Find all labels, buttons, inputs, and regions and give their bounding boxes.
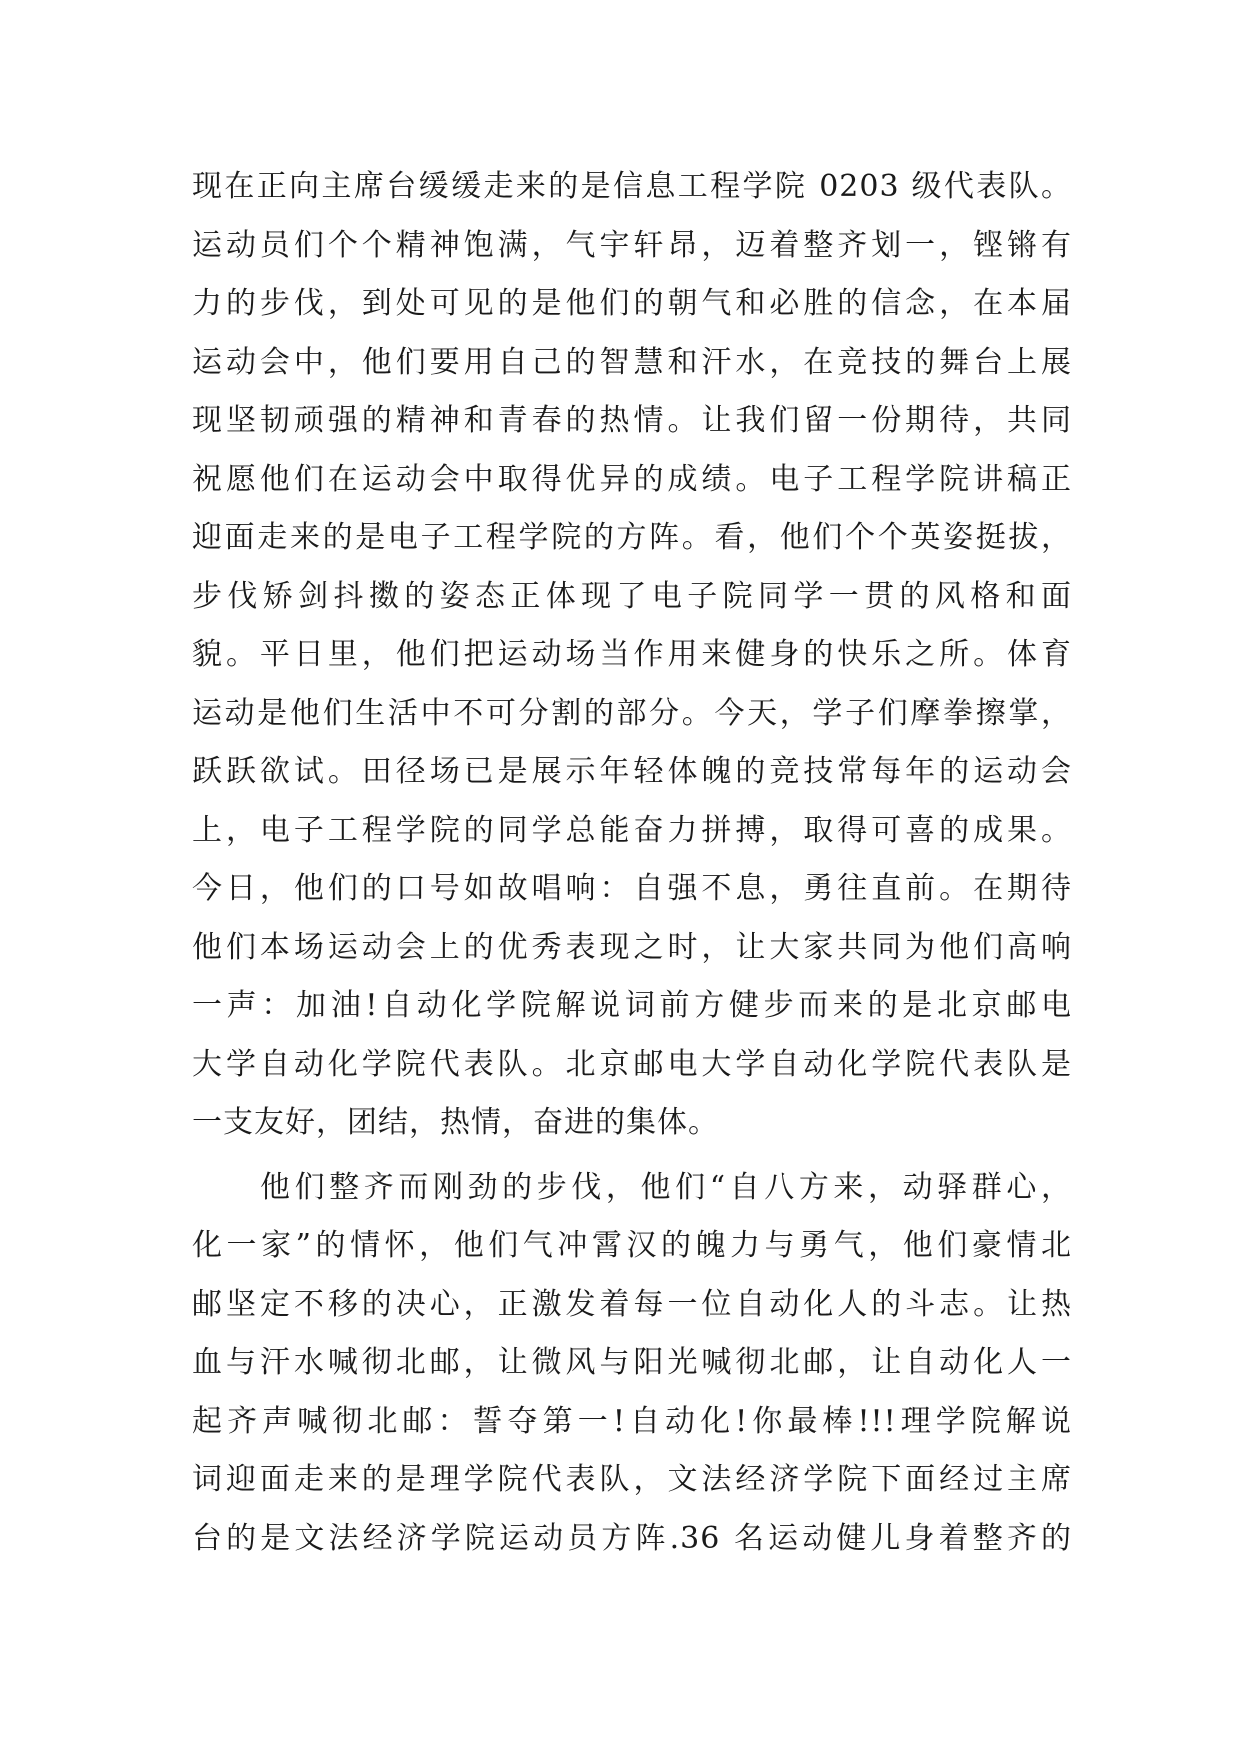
text-line: 大学自动化学院代表队。北京邮电大学自动化学院代表队是	[192, 1046, 1072, 1082]
text-line: 起齐声喊彻北邮：誓夺第一!自动化!你最棒!!!理学院解说	[192, 1403, 1072, 1439]
text-line: 一声：加油!自动化学院解说词前方健步而来的是北京邮电	[192, 988, 1072, 1023]
text-line: 词迎面走来的是理学院代表队，文法经济学院下面经过主席	[192, 1462, 1072, 1497]
text-line: 他们整齐而刚劲的步伐，他们“自八方来，动驿群心，	[260, 1169, 1072, 1205]
text-line: 运动是他们生活中不可分割的部分。今天，学子们摩拳擦掌，	[192, 695, 1072, 731]
text-line: 现坚韧顽强的精神和青春的热情。让我们留一份期待，共同	[192, 403, 1072, 438]
text-line: 化一家”的情怀，他们气冲霄汉的魄力与勇气，他们豪情北	[192, 1228, 1072, 1263]
text-line: 台的是文法经济学院运动员方阵.36 名运动健儿身着整齐的	[192, 1520, 1072, 1556]
text-line: 他们本场运动会上的优秀表现之时，让大家共同为他们高响	[192, 929, 1072, 965]
text-line: 上，电子工程学院的同学总能奋力拼搏，取得可喜的成果。	[192, 812, 1072, 848]
text-line: 现在正向主席台缓缓走来的是信息工程学院 0203 级代表队。	[192, 169, 1072, 204]
text-line: 今日，他们的口号如故唱响：自强不息，勇往直前。在期待	[192, 871, 1072, 906]
text-line: 祝愿他们在运动会中取得优异的成绩。电子工程学院讲稿正	[192, 461, 1072, 497]
text-line: 力的步伐，到处可见的是他们的朝气和必胜的信念，在本届	[192, 286, 1072, 321]
text-line: 跃跃欲试。田径场已是展示年轻体魄的竞技常每年的运动会	[192, 754, 1072, 789]
document-body	[192, 158, 1072, 1568]
text-line: 步伐矫剑抖擞的姿态正体现了电子院同学一贯的风格和面	[192, 578, 1072, 614]
text-line: 貌。平日里，他们把运动场当作用来健身的快乐之所。体育	[192, 637, 1072, 672]
text-line: 邮坚定不移的决心，正激发着每一位自动化人的斗志。让热	[192, 1286, 1072, 1322]
text-line: 运动员们个个精神饱满，气宇轩昂，迈着整齐划一，铿锵有	[192, 227, 1072, 263]
text-line: 血与汗水喊彻北邮，让微风与阳光喊彻北邮，让自动化人一	[192, 1345, 1072, 1380]
text-line: 一支友好，团结，热情，奋进的集体。	[192, 1105, 719, 1140]
text-line: 迎面走来的是电子工程学院的方阵。看，他们个个英姿挺拔，	[192, 520, 1072, 555]
text-line: 运动会中，他们要用自己的智慧和汗水，在竞技的舞台上展	[192, 344, 1072, 380]
